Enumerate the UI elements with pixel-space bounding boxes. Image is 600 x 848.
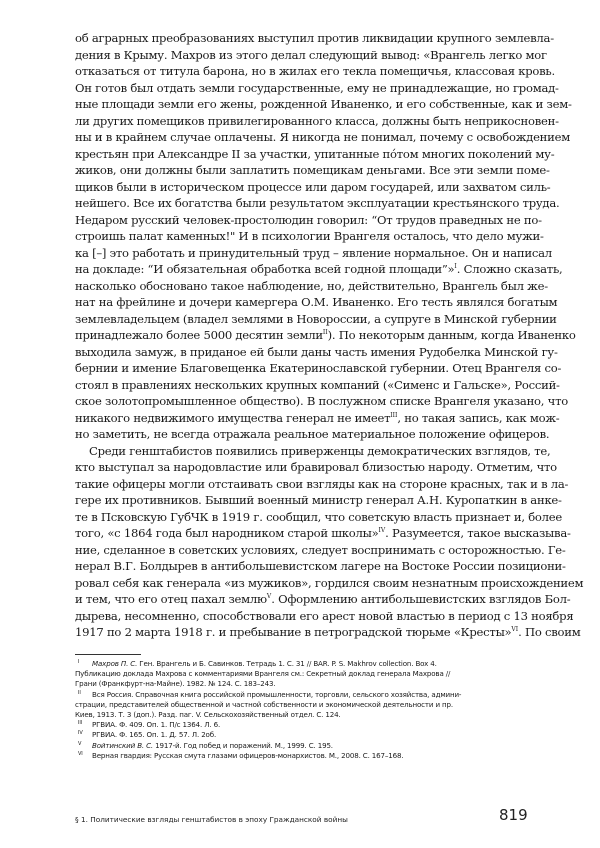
line-text: нерал В.Г. Болдырев в антибольшевистском лагере на Востоке России позициони- <box>75 559 566 573</box>
footnote-line <box>75 690 526 700</box>
line-text: принадлежало более 5000 десятин земли <box>75 328 323 342</box>
page-number: 819 <box>499 806 528 824</box>
line-text: бернии и имение Благовещенка Екатеринославской губернии. Отец Врангеля со- <box>75 361 562 375</box>
line-text: дения в Крыму. Махров из этого делал следующий вывод: «Врангель легко мог <box>75 47 547 62</box>
text-line <box>75 476 569 493</box>
footnote-text: РГВИА. Ф. 165. Оп. 1. Д. 57. Л. 2об. <box>92 730 217 740</box>
line-text: ка [–] это работать и принудительный труд – явление нормальное. Он и написал <box>75 245 552 260</box>
footnote-line <box>75 751 526 761</box>
line-text: Среди генштабистов появились приверженцы демократических взглядов, те, <box>89 443 551 458</box>
footnote-line <box>75 679 526 689</box>
footnote-line <box>75 710 526 720</box>
text-line <box>75 360 562 377</box>
line-text: ние, сделанное в советских условиях, следует воспринимать с осторожностью. Ге- <box>75 542 566 557</box>
line-text: но заметить, не всегда отражала реальное материальное положение офицеров. <box>75 427 550 441</box>
footnote-line <box>75 669 526 679</box>
text-line <box>75 129 571 146</box>
text-line <box>75 344 558 361</box>
text-line <box>75 542 566 559</box>
footnote-text: Вся Россия. Справочная книга российской промышленности, торговли, сельского хозяйства, админи- <box>92 689 462 699</box>
line-text: того, «с 1864 года был народником старой школы» <box>75 526 379 540</box>
line-text: землевладельцем (владел землями в Новороссии, а супруге в Минской губернии <box>75 311 557 326</box>
text-line <box>75 492 562 509</box>
line-text: такие офицеры могли отстаивать свои взгляды как на стороне красных, так и в ла- <box>75 476 569 491</box>
text-line <box>75 179 551 196</box>
footnote-text: Верная гвардия: Русская смута глазами офицеров-монархистов. М., 2008. С. 167–168. <box>92 750 404 760</box>
footnote-author: Махров П. С. <box>92 659 138 668</box>
text-line <box>75 96 572 113</box>
footnote-text: Публикацию доклада Махрова с комментариями Врангеля см.: Секретный доклад генерала Махрова // <box>75 669 451 679</box>
line-text: никакого недвижимого имущества генерал не имеет <box>75 410 391 425</box>
text-line <box>75 410 560 427</box>
line-text: гере их противников. Бывший военный министр генерал А.Н. Куропаткин в анке- <box>75 493 562 507</box>
line-text: жиков, они должны были заплатить помещикам деньгами. Все эти земли поме- <box>75 163 550 177</box>
line-text: ровал себя как генерала «из мужиков», гордился своим незнатным происхождением <box>75 575 584 590</box>
footnote-marker: III <box>78 720 82 727</box>
footnote-ref: III <box>390 411 398 419</box>
line-text: нейшего. Все их богатства были результатом эксплуатации крестьянского труда. <box>75 196 560 210</box>
line-text: нат на фрейлине и дочери камергера О.М. Иваненко. Его тесть являлся богатым <box>75 295 558 309</box>
footnote-text: страции, представителей общественной и частной собственности и экономической деятельности и пр. <box>75 699 453 709</box>
line-text: крестьян при Александре II за участки, упитанные пóтом многих поколений му- <box>75 146 555 161</box>
footnote-marker: IV <box>78 730 83 737</box>
text-line <box>75 327 576 344</box>
text-line <box>75 558 566 575</box>
footnote-marker: V <box>78 740 82 747</box>
text-line <box>75 245 552 262</box>
line-text: ли других помещиков привилегированного класса, должны быть неприкосновен- <box>75 113 559 128</box>
footnote-text: Грани (Франкфурт-на-Майне). 1982. № 124. С. 183–243. <box>75 679 276 689</box>
line-text: насколько обосновано такое наблюдение, но, действительно, Врангель был же- <box>75 278 548 293</box>
text-line <box>75 113 559 130</box>
line-text: . Оформлению антибольшевистских взглядов Бол- <box>271 592 571 606</box>
footnote-marker: VI <box>78 750 83 757</box>
line-text: . По своим <box>518 625 581 639</box>
footnote-line <box>75 700 526 710</box>
text-line <box>75 443 551 460</box>
footnote-text: РГВИА. Ф. 409. Оп. 1. П/с 1364. Л. 6. <box>92 720 221 730</box>
body-text <box>75 30 584 641</box>
line-text: ны и в крайнем случае оплачены. Я никогда не понимал, почему с освобождением <box>75 130 571 144</box>
line-text: стоял в правлениях нескольких крупных компаний («Сименс и Гальске», Россий- <box>75 377 560 392</box>
line-text: ское золотопромышленное общество). В послужном списке Врангеля указано, что <box>75 394 568 408</box>
text-line <box>75 146 555 163</box>
footnote-text: Ген. Врангель и Б. Савинков. Тетрадь 1. С. 31 // BAR. P. S. Makhrov collection. Box 4. <box>137 659 437 668</box>
footnote-line <box>75 659 526 669</box>
text-line <box>75 212 542 229</box>
text-line <box>75 608 574 625</box>
line-text: об аграрных преобразованиях выступил против ликвидации крупного землевла- <box>75 31 554 45</box>
text-line <box>75 30 554 47</box>
footnote-ref: V <box>266 593 272 600</box>
text-line <box>75 261 563 278</box>
line-text: и тем, что его отец пахал землю <box>75 592 267 606</box>
footnote-marker: II <box>78 689 81 696</box>
line-text: дырева, несомненно, способствовали его арест новой властью в период с 13 ноября <box>75 608 574 623</box>
text-line <box>75 591 571 608</box>
footnotes <box>75 659 526 761</box>
text-line <box>75 426 550 443</box>
line-text: кто выступал за народовластие или бравировал близостью народу. Отметим, что <box>75 460 557 474</box>
running-footer-title: § 1. Политические взгляды генштабистов в эпоху Гражданской войны <box>75 815 348 824</box>
line-text: ). По некоторым данным, когда Иваненко <box>327 328 576 342</box>
line-text: выходила замуж, в приданое ей были даны часть имения Рудобелка Минской гу- <box>75 344 558 359</box>
footnote-ref: I <box>454 263 457 270</box>
footnote-ref: II <box>322 329 328 336</box>
footnote-line <box>75 720 526 730</box>
text-line <box>75 63 555 80</box>
text-line <box>75 459 557 476</box>
line-text: . Сложно сказать, <box>456 262 563 276</box>
line-text: ные площади земли его жены, рожденной Иваненко, и его собственные, как и зем- <box>75 97 572 111</box>
line-text: 1917 по 2 марта 1918 г. и пребывание в петроградской тюрьме «Кресты» <box>75 625 512 639</box>
footnote-separator <box>75 654 141 655</box>
footnote-text: 1917-й. Год побед и поражений. М., 1999. С. 195. <box>153 740 333 750</box>
line-text: , но такая запись, как мож- <box>397 410 560 425</box>
text-line <box>75 294 558 311</box>
footnote-ref: VI <box>511 626 519 633</box>
footnote-marker: I <box>78 659 80 665</box>
footnote-line <box>75 741 526 751</box>
footnote-ref: IV <box>378 527 386 534</box>
line-text: Недаром русский человек-простолюдин говорил: “От трудов праведных не по- <box>75 212 542 227</box>
text-line <box>75 377 560 394</box>
text-line <box>75 195 560 212</box>
text-line <box>75 393 568 410</box>
footnote-author: Войтинский В. С. <box>92 740 154 750</box>
text-line <box>75 47 547 64</box>
text-line <box>75 278 548 295</box>
text-line <box>75 575 584 592</box>
line-text: строишь палат каменных!" И в психологии Врангеля осталось, что дело мужи- <box>75 229 544 243</box>
line-text: на докладе: “И обязательная обработка всей годной площади”» <box>75 262 455 276</box>
text-line <box>75 311 557 328</box>
line-text: те в Псковскую ГубЧК в 1919 г. сообщил, что советскую власть признает и, более <box>75 509 563 524</box>
text-line <box>75 525 571 542</box>
footnote-text: Киев, 1913. Т. 3 (доп.). Разд. паг. V. Сельскохозяйственный отдел. С. 124. <box>75 709 341 719</box>
text-line <box>75 228 544 245</box>
text-line <box>75 509 563 526</box>
line-text: Он готов был отдать земли государственные, ему не принадлежащие, но громад- <box>75 80 559 95</box>
text-line <box>75 624 581 641</box>
text-line <box>75 80 559 97</box>
text-line <box>75 162 550 179</box>
line-text: . Разумеется, такое высказыва- <box>385 526 571 540</box>
footnote-line <box>75 730 526 740</box>
line-text: отказаться от титула барона, но в жилах его текла помещичья, классовая кровь. <box>75 64 555 78</box>
line-text: щиков были в историческом процессе или даром государей, или захватом силь- <box>75 179 551 194</box>
